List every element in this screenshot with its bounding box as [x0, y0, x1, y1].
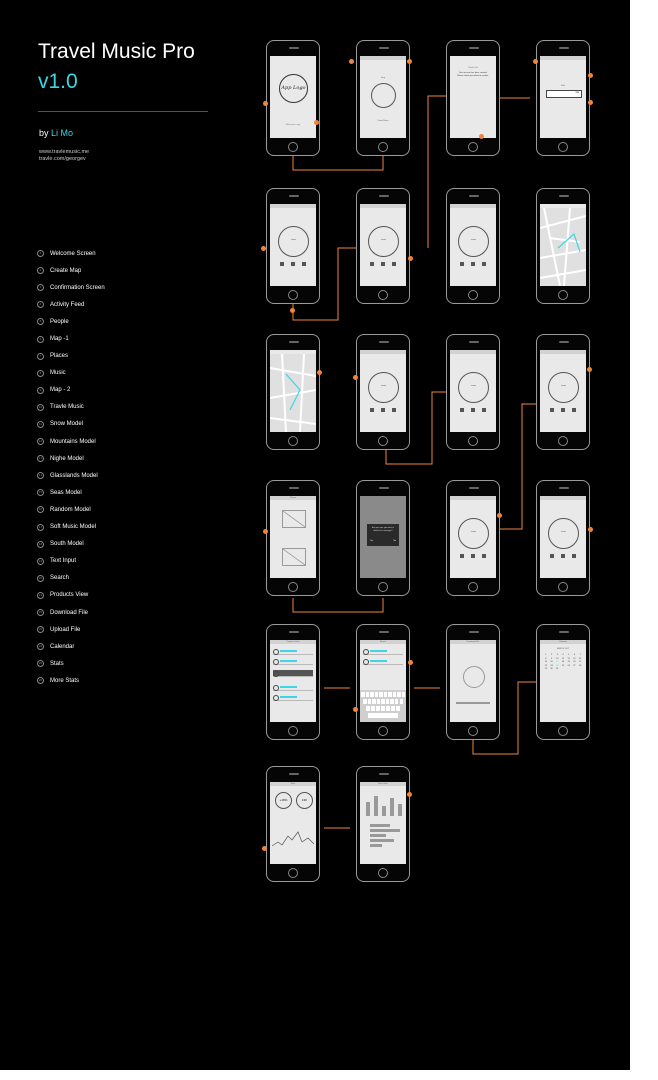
- stat-value: +18%: [279, 798, 288, 802]
- calendar-day[interactable]: 22: [544, 664, 547, 667]
- toc-label: Create Map: [50, 267, 82, 274]
- hotspot-marker[interactable]: [588, 73, 593, 78]
- dial-label: snow: [381, 385, 386, 387]
- hotspot-marker[interactable]: [533, 59, 538, 64]
- dial-label: snow: [561, 531, 566, 533]
- calendar-day[interactable]: 20: [573, 661, 576, 663]
- toc-label: Glasslands Model: [50, 472, 98, 479]
- version-label: v1.0: [38, 70, 78, 93]
- toc-number: 12: [38, 439, 43, 444]
- toc-number: 5: [37, 318, 44, 325]
- calendar-day[interactable]: 6: [573, 654, 575, 656]
- hotspot-marker[interactable]: [479, 134, 484, 139]
- dial-label: snow: [381, 239, 386, 241]
- toc-label: Travle Music: [50, 404, 84, 411]
- dial-label: snow: [471, 385, 476, 387]
- calendar-day[interactable]: 15: [544, 661, 547, 663]
- welcome-footer: Welcome to app: [285, 124, 301, 126]
- calendar-day[interactable]: 3: [556, 654, 558, 656]
- dial-label: snow: [561, 385, 566, 387]
- toc-label: Activity Feed: [50, 301, 85, 308]
- calendar-day[interactable]: 29: [544, 668, 547, 670]
- hotspot-marker[interactable]: [407, 59, 412, 64]
- toc-number: 4: [37, 301, 44, 308]
- toc-label: Products View: [50, 592, 89, 599]
- toc-label: Search: [50, 575, 70, 582]
- calendar-day[interactable]: 17: [556, 661, 559, 663]
- toc-number: 22: [38, 610, 43, 615]
- calendar-day[interactable]: 25: [561, 664, 565, 667]
- toc-number: 25: [38, 661, 43, 666]
- hotspot-marker[interactable]: [408, 256, 413, 261]
- calendar-day[interactable]: 11: [561, 657, 565, 660]
- profile-link[interactable]: travle.com/georgev: [39, 156, 86, 162]
- toc-label: Upload File: [50, 626, 81, 633]
- toc-label: Map -1: [50, 336, 69, 343]
- calendar-day[interactable]: 31: [556, 668, 559, 670]
- toc-number: 13: [38, 456, 43, 461]
- screen-title: Products View: [286, 641, 300, 643]
- hotspot-marker[interactable]: [588, 100, 593, 105]
- hotspot-marker[interactable]: [263, 529, 268, 534]
- toc-label: Random Model: [50, 506, 91, 513]
- stat-value: 13K: [301, 798, 308, 802]
- toc-number: 11: [38, 421, 43, 426]
- app-title: Travel Music Pro: [38, 40, 195, 63]
- field-value: 888: [575, 92, 579, 94]
- calendar-day[interactable]: 24: [556, 664, 559, 667]
- yes-button[interactable]: Yes: [370, 540, 374, 542]
- dial-label: snow: [471, 239, 476, 241]
- calendar-day[interactable]: 26: [567, 664, 570, 667]
- website-link[interactable]: www.travlemusic.me: [39, 149, 90, 155]
- calendar-day[interactable]: 4: [562, 654, 564, 656]
- calendar-day[interactable]: 30: [550, 668, 553, 670]
- no-button[interactable]: No: [393, 540, 396, 542]
- toc-label: People: [50, 318, 69, 325]
- calendar-day[interactable]: 12: [567, 657, 570, 660]
- hotspot-marker[interactable]: [588, 527, 593, 532]
- toc-label: Seas Model: [50, 489, 82, 496]
- calendar-day[interactable]: 23: [550, 664, 553, 667]
- toc-label: South Model: [50, 541, 84, 548]
- toc-number: 1: [37, 250, 44, 257]
- toc-number: 7: [37, 353, 44, 360]
- screen-title: Download File: [466, 641, 480, 643]
- hotspot-marker[interactable]: [290, 308, 295, 313]
- screen-title: More Stats: [378, 783, 388, 785]
- toc-label: Confirmation Screen: [50, 284, 105, 291]
- calendar-day[interactable]: 13: [573, 657, 576, 660]
- toc-label: Stats: [50, 660, 64, 667]
- calendar-day[interactable]: 1: [545, 654, 547, 656]
- toc-number: 3: [37, 284, 44, 291]
- toc-number: 24: [38, 644, 43, 649]
- toc-label: More Stats: [50, 677, 80, 684]
- calendar-day[interactable]: 27: [573, 664, 576, 667]
- toc-label: Snow Model: [50, 421, 84, 428]
- toc-number: 2: [37, 267, 44, 274]
- month-label: MARCH 2017: [556, 648, 570, 650]
- map-label: Map: [381, 77, 385, 79]
- toc-label: Calendar: [50, 643, 75, 650]
- toc-number: 14: [38, 473, 43, 478]
- dial-label: snow: [291, 239, 296, 241]
- toc-label: Welcome Screen: [50, 250, 96, 257]
- screen-title: Places: [289, 497, 296, 499]
- toc-label: Mountains Model: [50, 438, 96, 445]
- toc-number: 21: [38, 592, 43, 597]
- toc-label: Places: [50, 353, 69, 360]
- toc-number: 23: [38, 627, 43, 632]
- hotspot-marker[interactable]: [353, 375, 358, 380]
- screen-title: Calendar: [558, 641, 568, 643]
- toc-label: Soft Music Model: [50, 524, 97, 531]
- toc-number: 20: [38, 575, 43, 580]
- toc-label: Text Input: [50, 558, 77, 565]
- toc-number: 9: [37, 387, 44, 394]
- hotspot-marker[interactable]: [353, 707, 358, 712]
- calendar-day[interactable]: 28: [578, 664, 582, 667]
- calendar-day[interactable]: 8: [545, 657, 547, 660]
- toc-number: 10: [38, 404, 43, 409]
- screen-title: Stats: [290, 783, 296, 785]
- hotspot-marker[interactable]: [407, 792, 412, 797]
- thank-text: Your account has been created. Please check your inbox to confirm.: [457, 72, 489, 77]
- calendar-day[interactable]: 2: [550, 654, 553, 656]
- toc-number: 15: [38, 490, 43, 495]
- toc-label: Map - 2: [50, 387, 71, 394]
- dialog-text: Are you sure you want to delete this message?: [371, 527, 395, 532]
- toc-number: 26: [38, 678, 43, 683]
- hotspot-marker[interactable]: [261, 246, 266, 251]
- calendar-day[interactable]: 19: [567, 661, 570, 663]
- calendar-day[interactable]: 10: [556, 657, 559, 660]
- toc-label: Nighe Model: [50, 455, 84, 462]
- calendar-day[interactable]: 16: [550, 661, 553, 663]
- calendar-day[interactable]: 21: [578, 661, 582, 663]
- toc-number: 8: [37, 370, 44, 377]
- author-name: Li Mo: [51, 128, 74, 138]
- thank-title: Thank You!: [467, 67, 478, 69]
- calendar-day[interactable]: 5: [568, 654, 570, 656]
- logo-text: App Logo: [281, 85, 306, 91]
- toc-number: 6: [37, 336, 44, 343]
- field-label: Mail: [561, 85, 565, 87]
- hotspot-marker[interactable]: [314, 120, 319, 125]
- calendar-day[interactable]: 14: [578, 657, 582, 660]
- hotspot-marker[interactable]: [349, 59, 354, 64]
- by-prefix: by: [39, 128, 49, 138]
- toc-label: Music: [50, 370, 66, 377]
- toc-number: 18: [38, 541, 43, 546]
- calendar-day[interactable]: 7: [579, 654, 581, 656]
- hotspot-marker[interactable]: [587, 367, 592, 372]
- hotspot-marker[interactable]: [497, 513, 502, 518]
- hotspot-marker[interactable]: [408, 660, 413, 665]
- dial-label: snow: [471, 531, 476, 533]
- toc-number: 19: [38, 558, 43, 563]
- hotspot-marker[interactable]: [317, 370, 322, 375]
- toc-number: 17: [38, 524, 43, 529]
- calendar-day[interactable]: 9: [550, 657, 553, 660]
- hotspot-marker[interactable]: [262, 846, 267, 851]
- toc-number: 16: [38, 507, 43, 512]
- toc-label: Download File: [50, 609, 89, 616]
- calendar-day[interactable]: 18: [561, 661, 565, 663]
- screen-title: Search: [379, 641, 387, 643]
- travel-label: Travel Music: [377, 120, 389, 122]
- hotspot-marker[interactable]: [263, 101, 268, 106]
